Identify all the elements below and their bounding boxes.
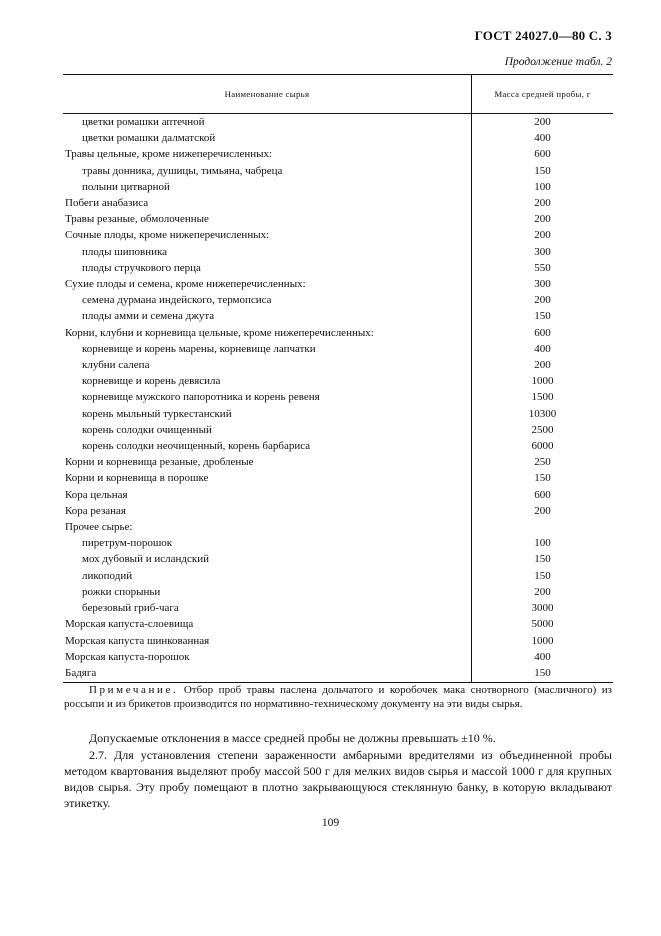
sample-mass-cell: 200 <box>534 213 551 226</box>
raw-material-name-cell: корень мыльный туркестанский <box>63 406 472 422</box>
sample-mass-cell: 10300 <box>528 407 557 420</box>
table-row <box>63 535 613 551</box>
sample-mass-cell: 400 <box>534 132 551 145</box>
table-row <box>63 389 613 405</box>
raw-material-name-cell: корень солодки неочищенный, корень барбариса <box>63 438 472 454</box>
raw-material-name-cell: рожки спорыньи <box>63 584 472 600</box>
sample-mass-cell: 100 <box>534 537 551 550</box>
sample-mass-cell: 200 <box>534 359 551 372</box>
note-label: Примечание. <box>89 684 179 696</box>
sample-mass-cell: 200 <box>534 585 551 598</box>
table-row <box>63 146 613 162</box>
deviation-paragraph: Допускаемые отклонения в массе средней пробы не должны превышать ±10 %. <box>89 731 496 745</box>
sample-mass-cell: 2500 <box>531 423 554 436</box>
raw-material-name-cell: цветки ромашки аптечной <box>63 114 472 131</box>
table-row <box>63 438 613 454</box>
paragraph-2-7: 2.7. Для установления степени зараженности амбарными вредителями из объединенной пробы методом квартования выделяют пробу массой 500 г для мелких видов сырья и массой 1000 г для крупных видов сырья. Эту пробу помещают в плотно закрывающуюся стеклянную банку, в которую вкладывают этикетку. <box>64 748 612 810</box>
raw-material-name-cell: корневище мужского папоротника и корень ревеня <box>63 389 472 405</box>
raw-material-name-cell: Побеги анабазиса <box>63 195 472 211</box>
table-continuation-label: Продолжение табл. 2 <box>504 56 612 68</box>
raw-material-name-cell: семена дурмана индейского, термопсиса <box>63 292 472 308</box>
sample-mass-cell: 300 <box>534 245 551 258</box>
table-row <box>63 503 613 519</box>
raw-material-name-cell: клубни салепа <box>63 357 472 373</box>
raw-material-name-cell: ликоподий <box>63 568 472 584</box>
raw-material-name-cell: мох дубовый и исландский <box>63 551 472 567</box>
raw-material-name-cell: полыни цитварной <box>63 179 472 195</box>
table-note <box>64 684 612 711</box>
raw-material-name-cell: Кора цельная <box>63 487 472 503</box>
raw-material-name-cell: Сочные плоды, кроме нижеперечисленных: <box>63 227 472 243</box>
raw-material-name-cell: плоды стручкового перца <box>63 260 472 276</box>
table-row <box>63 422 613 438</box>
raw-material-table <box>63 74 613 683</box>
raw-material-name-cell: корневище и корень девясила <box>63 373 472 389</box>
sample-mass-cell: 400 <box>534 342 551 355</box>
sample-mass-cell: 5000 <box>531 618 554 631</box>
table-row <box>63 211 613 227</box>
raw-material-name-cell: корень солодки очищенный <box>63 422 472 438</box>
table-row <box>63 616 613 632</box>
raw-material-table-container <box>63 74 612 683</box>
sample-mass-cell: 150 <box>534 164 551 177</box>
table-row <box>63 470 613 486</box>
column-header-name: Наименование сырья <box>63 75 472 114</box>
sample-mass-cell: 200 <box>534 229 551 242</box>
table-row <box>63 195 613 211</box>
raw-material-name-cell: Корни и корневища резаные, дробленые <box>63 454 472 470</box>
raw-material-name-cell: Морская капуста-порошок <box>63 649 472 665</box>
table-row <box>63 649 613 665</box>
raw-material-name-cell: Травы цельные, кроме нижеперечисленных: <box>63 146 472 162</box>
raw-material-name-cell: пиретрум-порошок <box>63 535 472 551</box>
table-row <box>63 551 613 567</box>
table-row <box>63 244 613 260</box>
sample-mass-cell: 250 <box>534 456 551 469</box>
raw-material-name-cell: корневище и корень марены, корневище лапчатки <box>63 341 472 357</box>
table-row <box>63 584 613 600</box>
table-row <box>63 487 613 503</box>
table-row <box>63 519 613 535</box>
table-row <box>63 179 613 195</box>
raw-material-name-cell: Прочее сырье: <box>63 519 472 535</box>
table-row <box>63 308 613 324</box>
table-row <box>63 341 613 357</box>
sample-mass-cell: 300 <box>534 278 551 291</box>
sample-mass-cell: 1500 <box>531 391 554 404</box>
sample-mass-cell: 3000 <box>531 602 554 615</box>
page-number: 109 <box>321 817 340 829</box>
sample-mass-cell: 200 <box>534 294 551 307</box>
table-row <box>63 276 613 292</box>
raw-material-name-cell: Сухие плоды и семена, кроме нижеперечисленных: <box>63 276 472 292</box>
sample-mass-cell: 400 <box>534 650 551 663</box>
sample-mass-cell: 600 <box>534 488 551 501</box>
sample-mass-cell: 550 <box>534 261 551 274</box>
raw-material-name-cell: березовый гриб-чага <box>63 600 472 616</box>
table-row <box>63 292 613 308</box>
raw-material-name-cell: Кора резаная <box>63 503 472 519</box>
table-row <box>63 130 613 146</box>
table-row <box>63 665 613 683</box>
sample-mass-cell: 150 <box>472 665 614 683</box>
sample-mass-cell: 600 <box>534 148 551 161</box>
table-row <box>63 357 613 373</box>
table-row <box>63 454 613 470</box>
sample-mass-cell: 200 <box>534 504 551 517</box>
table-row <box>63 406 613 422</box>
table-row <box>63 325 613 341</box>
table-row <box>63 227 613 243</box>
table-body <box>63 114 613 683</box>
table-row <box>63 260 613 276</box>
raw-material-name-cell: Бадяга <box>63 665 472 683</box>
sample-mass-cell: 150 <box>534 310 551 323</box>
table-row <box>63 163 613 179</box>
sample-mass-cell: 150 <box>534 472 551 485</box>
raw-material-name-cell: Травы резаные, обмолоченные <box>63 211 472 227</box>
raw-material-name-cell: Корни, клубни и корневища цельные, кроме нижеперечисленных: <box>63 325 472 341</box>
standard-header: ГОСТ 24027.0—80 С. 3 <box>474 28 612 43</box>
table-row <box>63 114 613 131</box>
raw-material-name-cell: Морская капуста шинкованная <box>63 633 472 649</box>
raw-material-name-cell: плоды амми и семена джута <box>63 308 472 324</box>
raw-material-name-cell: цветки ромашки далматской <box>63 130 472 146</box>
table-row <box>63 633 613 649</box>
sample-mass-cell: 6000 <box>531 440 554 453</box>
raw-material-name-cell: Морская капуста-слоевища <box>63 616 472 632</box>
table-row <box>63 600 613 616</box>
table-row <box>63 373 613 389</box>
raw-material-name-cell: Корни и корневища в порошке <box>63 470 472 486</box>
table-header-row <box>63 75 613 114</box>
column-header-mass: Масса средней пробы, г <box>472 75 614 114</box>
sample-mass-cell: 600 <box>534 326 551 339</box>
note-text: Отбор проб травы паслена дольчатого и коробочек мака снотворного (масличного) из россыпи и из брикетов производится по нормативно-техническому документу на эти виды сырья. <box>64 684 612 710</box>
raw-material-name-cell: плоды шиповника <box>63 244 472 260</box>
sample-mass-cell: 1000 <box>531 634 554 647</box>
raw-material-name-cell: травы донника, душицы, тимьяна, чабреца <box>63 163 472 179</box>
table-row <box>63 568 613 584</box>
sample-mass-cell: 200 <box>534 197 551 210</box>
sample-mass-cell: 150 <box>534 553 551 566</box>
sample-mass-cell <box>472 519 614 535</box>
sample-mass-cell: 100 <box>534 180 551 193</box>
sample-mass-cell: 200 <box>534 116 551 128</box>
sample-mass-cell: 150 <box>534 569 551 582</box>
sample-mass-cell: 1000 <box>531 375 554 388</box>
